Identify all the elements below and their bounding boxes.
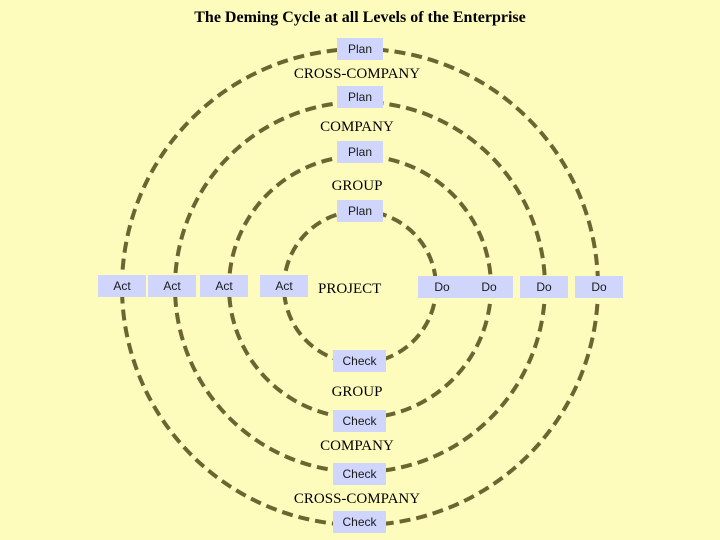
level-label-group-bottom: GROUP — [331, 384, 383, 400]
level-label-group: GROUP — [331, 178, 383, 194]
level-label-company-bottom: COMPANY — [320, 438, 394, 454]
check-tag-cross-company: Check — [333, 463, 386, 485]
diagram-title: The Deming Cycle at all Levels of the Enterprise — [194, 9, 526, 26]
level-label-project: PROJECT — [318, 281, 382, 297]
plan-tag-cross-company: Plan — [337, 38, 383, 60]
do-tag-company: Do — [520, 276, 568, 298]
level-label-cross-company: CROSS-COMPANY — [293, 66, 421, 82]
act-tag-company: Act — [148, 275, 196, 297]
level-label-company: COMPANY — [320, 119, 394, 135]
act-tag-project: Act — [260, 275, 308, 297]
check-tag-company: Check — [333, 410, 386, 432]
plan-tag-company: Plan — [337, 86, 383, 108]
plan-tag-project: Plan — [337, 200, 383, 222]
check-tag-group-inner: Check — [333, 350, 386, 372]
plan-tag-group: Plan — [337, 141, 383, 163]
act-tag-group: Act — [200, 275, 248, 297]
check-tag-outer: Check — [333, 511, 386, 533]
act-tag-cross-company: Act — [98, 275, 146, 297]
do-tag-cross-company: Do — [575, 276, 623, 298]
level-label-cross-company-bottom: CROSS-COMPANY — [293, 491, 421, 507]
do-tag-project: Do — [418, 276, 466, 298]
do-tag-group: Do — [465, 276, 513, 298]
